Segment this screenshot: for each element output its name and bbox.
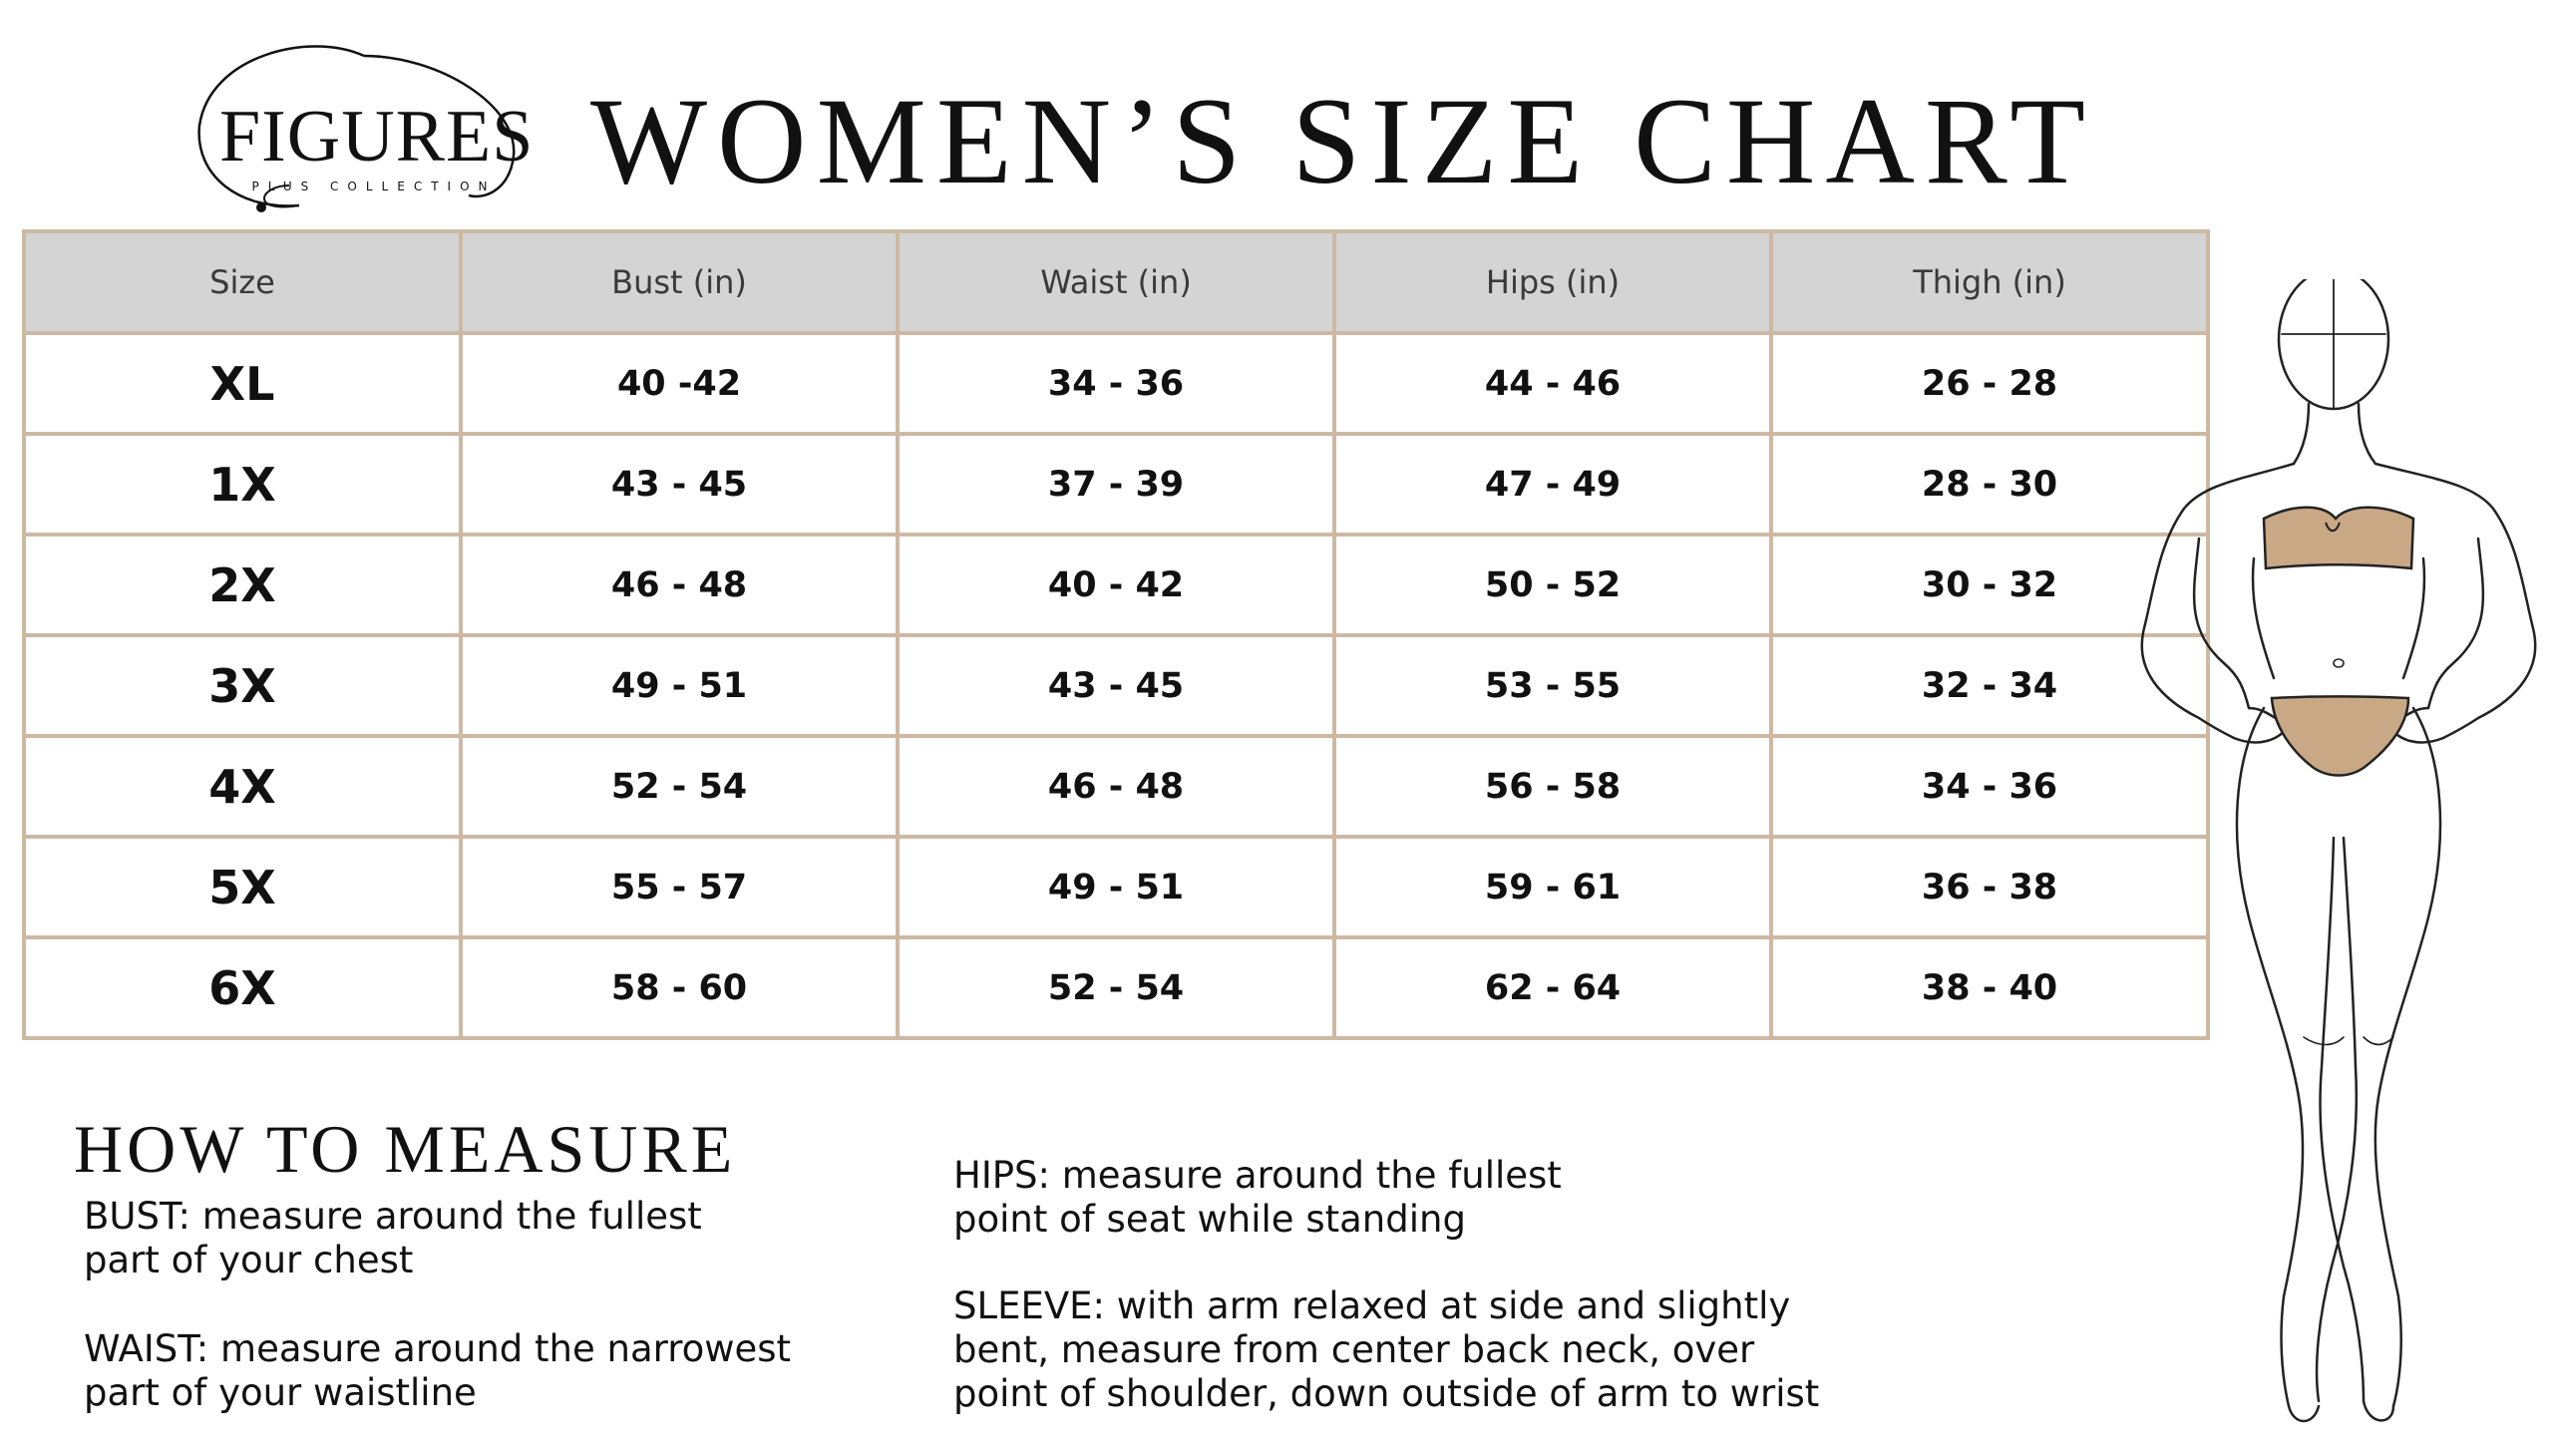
waist-cell: 40 - 42 <box>898 535 1334 635</box>
hips-cell: 50 - 52 <box>1334 535 1771 635</box>
thigh-cell: 32 - 34 <box>1771 635 2208 736</box>
body-figure-graphic <box>2064 279 2553 1436</box>
hips-cell: 62 - 64 <box>1334 937 1771 1038</box>
thigh-cell: 28 - 30 <box>1771 434 2208 535</box>
bust-cell: 52 - 54 <box>461 736 898 837</box>
thigh-cell: 34 - 36 <box>1771 736 2208 837</box>
bust-cell: 40 -42 <box>461 333 898 434</box>
hips-instruction: HIPS: measure around the fullest point of seat while standing <box>953 1154 1562 1241</box>
how-to-measure-heading: HOW TO MEASURE <box>74 1111 737 1187</box>
table-row <box>24 736 2208 837</box>
table-row <box>24 434 2208 535</box>
size-cell: 3X <box>24 635 461 736</box>
waist-cell: 37 - 39 <box>898 434 1334 535</box>
header-bust: Bust (in) <box>461 231 898 333</box>
logo-tagline: PLUS COLLECTION <box>251 180 497 193</box>
header-thigh: Thigh (in) <box>1771 231 2208 333</box>
waist-cell: 52 - 54 <box>898 937 1334 1038</box>
size-cell: 5X <box>24 837 461 937</box>
bust-cell: 58 - 60 <box>461 937 898 1038</box>
waist-cell: 46 - 48 <box>898 736 1334 837</box>
waist-cell: 34 - 36 <box>898 333 1334 434</box>
waist-instruction: WAIST: measure around the narrowest part of your waistline <box>84 1327 792 1414</box>
table-row <box>24 635 2208 736</box>
sleeve-instruction: SLEEVE: with arm relaxed at side and slightly bent, measure from center back neck, over point of shoulder, down outside of arm to wrist <box>953 1284 1820 1415</box>
waist-cell: 43 - 45 <box>898 635 1334 736</box>
table-row <box>24 333 2208 434</box>
waist-cell: 49 - 51 <box>898 837 1334 937</box>
table-row <box>24 837 2208 937</box>
header-size: Size <box>24 231 461 333</box>
hips-cell: 44 - 46 <box>1334 333 1771 434</box>
size-cell: 2X <box>24 535 461 635</box>
hips-cell: 47 - 49 <box>1334 434 1771 535</box>
bust-cell: 49 - 51 <box>461 635 898 736</box>
size-cell: 4X <box>24 736 461 837</box>
page-title: WOMEN’S SIZE CHART <box>590 73 2095 209</box>
hips-cell: 56 - 58 <box>1334 736 1771 837</box>
thigh-cell: 38 - 40 <box>1771 937 2208 1038</box>
thigh-cell: 26 - 28 <box>1771 333 2208 434</box>
hips-cell: 59 - 61 <box>1334 837 1771 937</box>
size-chart-table <box>22 229 2210 1040</box>
hips-cell: 53 - 55 <box>1334 635 1771 736</box>
table-row <box>24 535 2208 635</box>
table-row <box>24 937 2208 1038</box>
bust-cell: 55 - 57 <box>461 837 898 937</box>
body-figure-illustration <box>2064 279 2553 1440</box>
size-cell: XL <box>24 333 461 434</box>
header-waist: Waist (in) <box>898 231 1334 333</box>
bust-cell: 46 - 48 <box>461 535 898 635</box>
header-hips: Hips (in) <box>1334 231 1771 333</box>
bust-instruction: BUST: measure around the fullest part of your chest <box>84 1195 702 1281</box>
bust-cell: 43 - 45 <box>461 434 898 535</box>
logo-wordmark: FIGURES <box>219 96 535 178</box>
thigh-cell: 30 - 32 <box>1771 535 2208 635</box>
brand-logo <box>189 36 535 215</box>
size-cell: 6X <box>24 937 461 1038</box>
table-header-row <box>24 231 2208 333</box>
thigh-cell: 36 - 38 <box>1771 837 2208 937</box>
size-cell: 1X <box>24 434 461 535</box>
